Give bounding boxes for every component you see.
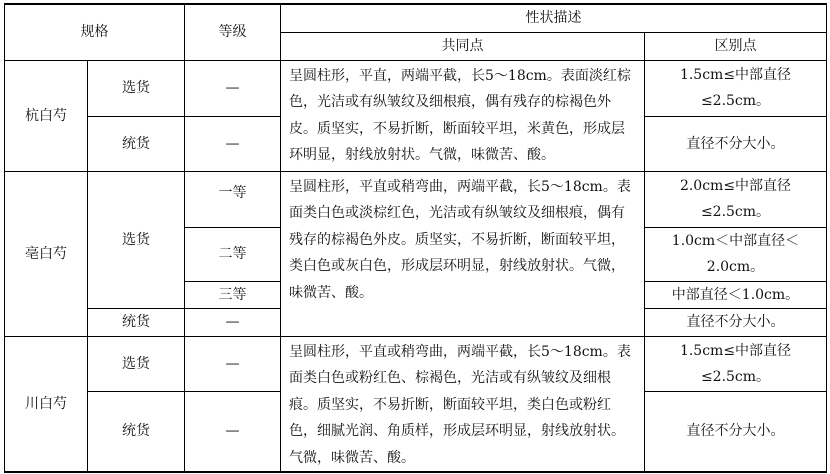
bo-g1-diff: 2.0cm≤中部直径≤2.5cm。	[645, 171, 827, 227]
bo-tong-grade: —	[185, 308, 281, 336]
header-diff: 区别点	[645, 32, 827, 60]
hang-xuan-diff: 1.5cm≤中部直径≤2.5cm。	[645, 60, 827, 116]
hang-xuan-label: 选货	[88, 60, 185, 116]
bo-xuan-label: 选货	[88, 171, 185, 308]
spec-chuan: 川白芍	[5, 336, 88, 472]
bo-common-desc: 呈圆柱形，平直或稍弯曲，两端平截，长5～18cm。表面类白色或淡棕红色，光洁或有纵皱纹及细根痕，偶有残存的棕褐色外皮。质坚实，不易折断，断面较平坦，类白色或灰白色，形成层环明显，射线放射状。气微，味微苦、酸。	[281, 171, 645, 336]
spec-bo: 亳白芍	[5, 171, 88, 336]
bo-grade-1: 一等	[185, 171, 281, 227]
bo-grade-2: 二等	[185, 227, 281, 281]
hang-xuan-grade: —	[185, 60, 281, 116]
hang-tong-diff: 直径不分大小。	[645, 116, 827, 171]
chuan-xuan-label: 选货	[88, 336, 185, 391]
header-grade: 等级	[185, 4, 281, 60]
header-spec: 规格	[5, 4, 185, 60]
hang-common-desc: 呈圆柱形，平直，两端平截，长5～18cm。表面淡红棕色，光洁或有纵皱纹及细根痕，偶有残存的棕褐色外皮。质坚实，不易折断，断面较平坦，米黄色，形成层环明显，射线放射状。气微，味微苦、酸。	[281, 60, 645, 171]
chuan-tong-label: 统货	[88, 391, 185, 472]
header-common: 共同点	[281, 32, 645, 60]
chuan-tong-grade: —	[185, 391, 281, 472]
bo-tong-diff: 直径不分大小。	[645, 308, 827, 336]
bo-tong-label: 统货	[88, 308, 185, 336]
chuan-xuan-grade: —	[185, 336, 281, 391]
bo-grade-3: 三等	[185, 281, 281, 308]
bo-g2-diff: 1.0cm＜中部直径＜2.0cm。	[645, 227, 827, 281]
hang-tong-label: 统货	[88, 116, 185, 171]
hang-tong-grade: —	[185, 116, 281, 171]
chuan-tong-diff: 直径不分大小。	[645, 391, 827, 472]
bo-g3-diff: 中部直径＜1.0cm。	[645, 281, 827, 308]
chuan-xuan-diff: 1.5cm≤中部直径≤2.5cm。	[645, 336, 827, 391]
spec-hang: 杭白芍	[5, 60, 88, 171]
grading-table	[4, 3, 827, 473]
chuan-common-desc: 呈圆柱形，平直或稍弯曲，两端平截，长5～18cm。表面类白色或粉红色、棕褐色，光洁或有纵皱纹及细根痕。质坚实，不易折断，断面较平坦，类白色或粉红色，细腻光润、角质样，形成层环明显，射线放射状。气微，味微苦、酸。	[281, 336, 645, 472]
header-trait: 性状描述	[281, 4, 827, 32]
